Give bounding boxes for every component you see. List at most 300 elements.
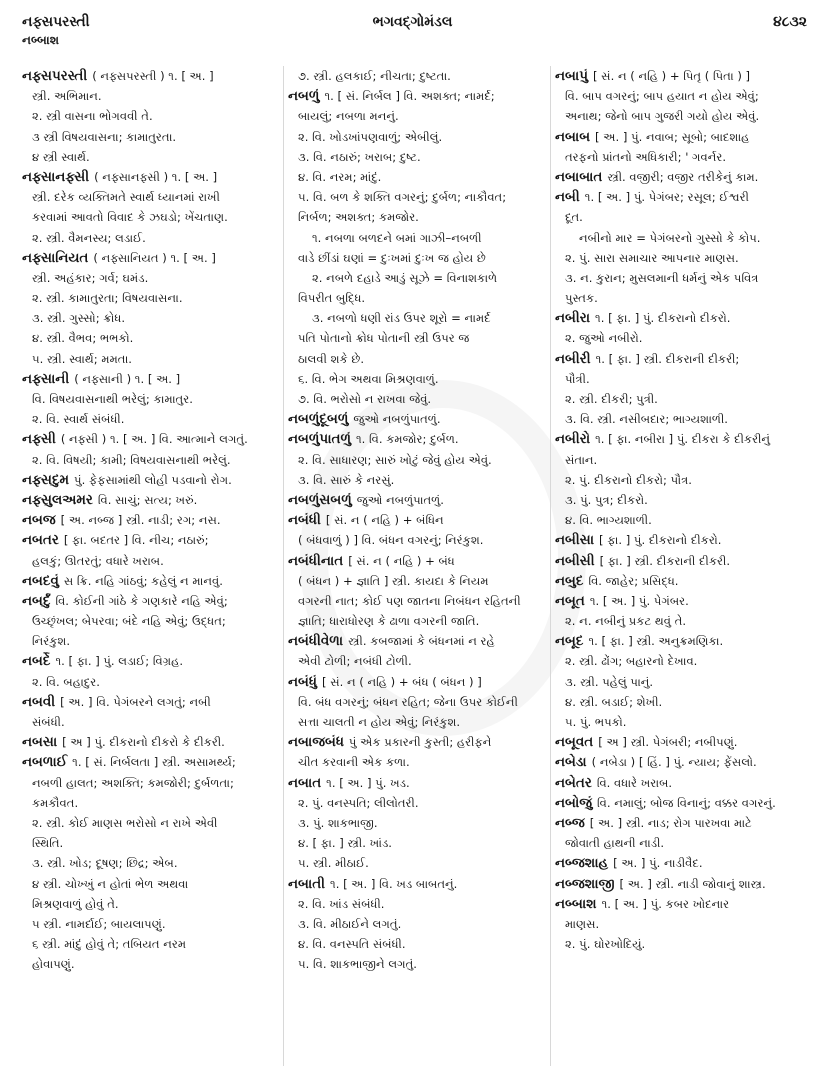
definition-line <box>288 813 550 833</box>
definition-line <box>288 147 550 167</box>
definition-text: ૨. વિ. સ્વાર્થ સંબંધી. <box>32 412 125 427</box>
entry-headline <box>288 551 550 571</box>
definition-text: [ ફા. ] પું. દીકરાનો દીકરો. <box>599 533 722 548</box>
definition-text: વિ. બંધ વગરનું; બંધન રહિત; જેના ઉપર કોઈની <box>298 694 518 709</box>
headword: નબાબ <box>555 128 591 145</box>
definition-text: ૧. [ ફા. ] સ્ત્રી. અનુક્રમણિકા. <box>588 634 724 649</box>
definition-line <box>22 127 280 147</box>
definition-line <box>22 894 280 914</box>
headword: નબાબાત <box>555 168 603 185</box>
definition-line <box>288 127 550 147</box>
headword: નબુદ <box>555 572 584 589</box>
entry-headline <box>288 490 550 510</box>
definition-text: વિપરીત બુદ્ધિ. <box>298 291 366 306</box>
entry-headline <box>288 86 550 106</box>
definition-text: [ સં. ન ( નહિ ) + બંધિન <box>325 513 444 528</box>
proverb-line <box>288 268 550 288</box>
entry-headline <box>22 429 280 449</box>
headword: નફ્સપરસ્તી <box>22 68 88 84</box>
definition-line <box>22 874 280 894</box>
headword: નબર્દે <box>22 653 51 670</box>
definition-line <box>288 207 550 227</box>
definition-text: ૫. સ્ત્રી. સ્વાર્થ; મમતા. <box>32 351 132 366</box>
dictionary-column-1 <box>22 66 280 974</box>
headword: નબદવું <box>22 572 59 589</box>
definition-text: વિ. નમાલું; બોજ વિનાનું; વક્કર વગરનું. <box>597 795 776 810</box>
definition-text: તરફનો પ્રાંતનો અધિકારી; ' ગવર્નર. <box>565 149 727 164</box>
definition-text: ૫. વિ. બળ કે શક્તિ વગરનું; દુર્બળ; નાકૌવત; <box>298 190 507 205</box>
headword: નબળુંપાતળું <box>288 431 351 448</box>
definition-text: [ અ ] પું. દીકરાનો દીકરો કે દીકરી. <box>62 735 225 750</box>
definition-text: સ્ત્રી. વજીરી; વજીર તરીકેનું કામ. <box>607 169 759 184</box>
definition-text: [ અ. ] પું. નાડીવૈદ. <box>613 856 703 871</box>
entry-headline <box>555 571 817 591</box>
definition-line <box>288 934 550 954</box>
entry-headline <box>22 510 280 530</box>
headword: નબેડા <box>555 754 587 771</box>
definition-text: ૨. સ્ત્રી. કામાતુરતા; વિષયવાસના. <box>32 291 183 306</box>
headword: નબીસી <box>555 552 595 569</box>
entry-headline <box>555 127 817 147</box>
definition-text: ૨. પું. દીકરાનો દીકરો; પૌત્ર. <box>565 472 692 487</box>
definition-text: વિ. વિષયવાસનાથી ભરેલું; કામાતુર. <box>32 392 193 406</box>
definition-text: ૩. નબળો ધણી રાંડ ઉપર શૂરો = નામર્દ <box>312 311 491 326</box>
definition-text: ૭. વિ. ભરોસો ન રાખવા જેવું. <box>298 392 432 406</box>
definition-text: ૩. વિ. સ્ત્રી. નસીબદાર; ભાગ્યશાળી. <box>565 412 728 427</box>
entry-headline <box>555 894 817 914</box>
definition-line <box>288 894 550 914</box>
definition-text: ૧. [ અ. ] વિ. ખડ બાબતનું. <box>330 876 458 891</box>
headword: નબતર <box>22 532 59 549</box>
guide-word-last: નબ્બાશ <box>22 33 59 47</box>
entry-headline <box>555 429 817 449</box>
definition-text: સ્ત્રી. અહંકાર; ગર્વ; ઘમંડ. <box>32 270 149 285</box>
headword: નબોજું <box>555 794 593 811</box>
definition-line <box>22 207 280 227</box>
definition-line <box>555 692 817 712</box>
definition-text: સંબંધી. <box>32 715 65 729</box>
proverb-line <box>555 228 817 248</box>
entry-headline <box>555 530 817 550</box>
entry-headline <box>288 874 550 894</box>
definition-line <box>288 954 550 974</box>
definition-text: હોવાપણું. <box>32 957 75 972</box>
headword: નબી <box>555 189 580 206</box>
definition-text: સત્તા ચાલતી ન હોય એવું; નિરંકુશ. <box>298 715 461 729</box>
entry-headline <box>555 308 817 328</box>
definition-line <box>555 389 817 409</box>
entry-headline <box>288 672 550 692</box>
definition-text: પું. ફેફસામાંથી લોહી પડવાનો રોગ. <box>74 472 232 487</box>
headword: નબસા <box>22 734 58 751</box>
definition-text: [ અ. ] પું. નવાબ; સૂબો; બાદશાહ <box>595 129 750 144</box>
entry-headline <box>555 66 817 86</box>
definition-text: નિરંકુશ. <box>32 634 71 649</box>
entry-headline <box>288 732 550 752</box>
headword: નબાજબંધ <box>288 734 344 751</box>
headword: નબંધી <box>288 512 321 529</box>
definition-text: ( નફ્સપરસ્તી ) ૧. [ અ. ] <box>92 69 214 83</box>
definition-text: ૪ સ્ત્રી સ્વાર્થ. <box>32 149 90 164</box>
definition-line <box>288 712 550 732</box>
definition-text: વગરની નાત; કોઈ પણ જાતના નિબંધન રહિતની <box>298 593 521 608</box>
entry-headline <box>288 773 550 793</box>
headword: નબળાઈ <box>22 754 68 771</box>
definition-text: વિ. જાહેર; પ્રસિદ્ધ. <box>588 573 679 588</box>
definition-line <box>288 591 550 611</box>
definition-line <box>22 813 280 833</box>
definition-text: ૩. વિ. મીઠાઈને લગતું. <box>298 916 402 931</box>
definition-text: ( બંધન ) + જ્ઞાતિ ] સ્ત્રી. કાયદા કે નિયમ <box>298 573 489 588</box>
definition-text: ૪ સ્ત્રી. ચોખ્ખું ન હોતાં ભેળ અથવા <box>32 876 189 891</box>
definition-text: ૨. સ્ત્રી. દીકરી; પુત્રી. <box>565 392 658 406</box>
definition-line <box>288 450 550 470</box>
definition-line <box>22 349 280 369</box>
definition-line <box>288 853 550 873</box>
definition-text: સ્ત્રી. અભિમાન. <box>32 89 102 104</box>
definition-text: જોવાતી હાથની નાડી. <box>565 836 665 851</box>
definition-line <box>555 268 817 288</box>
definition-text: ૨. ન. નબીનું પ્રકટ થવું તે. <box>565 614 687 629</box>
headword: નબૂદ <box>555 633 584 650</box>
headword: નબ્બાશ <box>555 895 597 912</box>
definition-line <box>288 66 550 86</box>
definition-text: ૩ સ્ત્રી વિષયવાસના; કામાતુરતા. <box>32 129 177 144</box>
definition-line <box>22 773 280 793</box>
definition-text: પતિ પોતાનો ક્રોધ પોતાની સ્ત્રી ઉપર જ <box>298 331 470 346</box>
definition-text: ( નફ્સી ) ૧. [ અ. ] વિ. આત્માને લગતું. <box>60 432 248 447</box>
definition-text: ૩. સ્ત્રી. પહેલું પાનું. <box>565 674 654 689</box>
headword: નબંધીનાત <box>288 552 344 569</box>
definition-line <box>555 207 817 227</box>
definition-text: પું એક પ્રકારની કુસ્તી; હરીફને <box>348 735 492 750</box>
definition-line <box>288 187 550 207</box>
definition-line <box>288 369 550 389</box>
definition-text: [ અ. ] સ્ત્રી. નાડી જોવાનું શાસ્ત્ર. <box>619 876 766 891</box>
definition-text: હલકું; ઊતરતું; વધારે ખરાબ. <box>32 553 164 568</box>
definition-line <box>22 551 280 571</box>
definition-text: ( નબેડા ) [ હિં. ] પું. ન્યાય; ફેંસલો. <box>591 755 757 770</box>
definition-line <box>288 651 550 671</box>
definition-line <box>555 672 817 692</box>
headword: નબળું <box>288 88 320 105</box>
definition-text: ૩. પું. પુત્ર; દીકરો. <box>565 492 648 507</box>
definition-line <box>288 571 550 591</box>
definition-text: [ અ. નબ્જ ] સ્ત્રી. નાડી; રગ; નસ. <box>60 513 221 528</box>
definition-line <box>555 712 817 732</box>
definition-text: ૨. વિ. બહાદુર. <box>32 674 100 689</box>
definition-text: ૨. પું. ઘોરખોદિયું. <box>565 937 646 952</box>
definition-line <box>555 248 817 268</box>
definition-text: સ્ત્રી. દરેક વ્યક્તિમતે સ્વાર્થ ધ્યાનમાં રાખી <box>32 190 220 205</box>
definition-line <box>288 833 550 853</box>
definition-text: પૌત્રી. <box>565 371 590 386</box>
definition-line <box>22 389 280 409</box>
definition-line <box>288 530 550 550</box>
definition-text: ( બંધવાળું ) ] વિ. બંધન વગરનું; નિરંકુશ. <box>298 533 484 548</box>
definition-line <box>22 793 280 813</box>
entry-headline <box>555 349 817 369</box>
definition-text: ૨. વિ. વિષયી; કામી; વિષયવાસનાથી ભરેલું. <box>32 452 231 467</box>
definition-text: વિ. વધારે ખરાબ. <box>596 775 673 790</box>
dictionary-column-2 <box>288 66 550 974</box>
definition-line <box>288 389 550 409</box>
definition-text: વિ. બાપ વગરનું; બાપ હયાત ન હોય એવું; <box>565 89 759 104</box>
headword: નબીરી <box>555 350 591 367</box>
definition-text: કરવામાં આવતો વિવાદ કે ઝઘડો; ખેંચતાણ. <box>32 210 228 225</box>
definition-text: ૬. વિ. ભેગ અથવા મિશ્રણવાળું. <box>298 371 439 386</box>
definition-line <box>555 147 817 167</box>
definition-line <box>22 712 280 732</box>
definition-line <box>555 328 817 348</box>
definition-line <box>22 409 280 429</box>
definition-text: ( નફ્સાનિયત ) ૧. [ અ. ] <box>93 250 216 265</box>
definition-text: સ્થિતિ. <box>32 836 64 851</box>
headword: નબજ <box>22 512 56 529</box>
definition-line <box>555 369 817 389</box>
definition-text: ૧. [ અ. ] પું. કબર ખોદનાર <box>601 896 730 911</box>
headword: નફ્સાની <box>22 370 70 387</box>
entry-headline <box>22 752 280 772</box>
definition-line <box>22 450 280 470</box>
definition-text: ૨. સ્ત્રી. ઢોંગ; બહારનો દેખાવ. <box>565 654 698 669</box>
definition-text: ૧. [ અ. ] પું. પેગંબર; રસૂલ; ઈશ્વરી <box>584 190 749 205</box>
definition-line <box>22 106 280 126</box>
definition-line <box>288 914 550 934</box>
definition-text: ૧. [ ફા. ] સ્ત્રી. દીકરાની દીકરી; <box>595 351 740 366</box>
definition-line <box>288 470 550 490</box>
definition-line <box>22 308 280 328</box>
definition-text: ૪. વિ. વનસ્પતિ સંબંધી. <box>298 937 406 952</box>
entry-headline <box>22 530 280 550</box>
definition-text: એવી ટોળી; નબંધી ટોળી. <box>298 654 412 669</box>
definition-line <box>555 450 817 470</box>
proverb-line <box>288 308 550 328</box>
definition-text: ૧. નબળા બળદને બમાં ગાઝી–નબળી <box>312 230 482 245</box>
definition-text: સંતાન. <box>565 452 598 467</box>
definition-text: પુસ્તક. <box>565 291 598 306</box>
entry-headline <box>22 651 280 671</box>
definition-text: નબળી હાલત; અશક્તિ; કમજોરી; દુર્બળતા; <box>32 775 234 790</box>
definition-text: ૬ સ્ત્રી. માંદું હોવું તે; તબિયત નરમ <box>32 937 187 952</box>
definition-line <box>22 954 280 974</box>
headword: નબીરા <box>555 310 591 327</box>
definition-text: કમકૌવત. <box>32 795 79 810</box>
column-divider <box>550 66 551 1066</box>
headword: નફ્સાનફ્સી <box>22 168 90 185</box>
headword: નબીસા <box>555 532 595 549</box>
headword: નબ્જ <box>555 814 585 831</box>
definition-text: [ સં. ન ( નહિ ) + પિતૃ ( પિતા ) ] <box>592 69 751 83</box>
definition-line <box>22 934 280 954</box>
definition-line <box>22 833 280 853</box>
definition-text: [ ફા. બદતર ] વિ. નીચ; નઠારું; <box>63 533 209 548</box>
definition-line <box>288 248 550 268</box>
entry-headline <box>22 571 280 591</box>
entry-headline <box>22 167 280 187</box>
definition-text: ઠાલવી શકે છે. <box>298 351 365 366</box>
definition-line <box>555 106 817 126</box>
definition-line <box>22 611 280 631</box>
definition-text: ૧. વિ. કમજોર; દુર્બળ. <box>355 432 459 447</box>
definition-text: સ્ત્રી. કબજામાં કે બંધનમાં ન રહે <box>348 634 495 649</box>
definition-line <box>288 692 550 712</box>
entry-headline <box>22 591 280 611</box>
definition-text: વિ. કોઈની ગાંઠે કે ગણકારે નહિ એવું; <box>55 593 228 608</box>
entry-headline <box>288 429 550 449</box>
entry-headline <box>555 773 817 793</box>
headword: નબીરો <box>555 431 591 448</box>
definition-text: અનાથ; જેનો બાપ ગુજરી ગયો હોય એવું. <box>565 109 760 124</box>
definition-line <box>22 288 280 308</box>
definition-line <box>288 752 550 772</box>
entry-headline <box>555 732 817 752</box>
definition-line <box>555 470 817 490</box>
definition-line <box>22 228 280 248</box>
definition-line <box>22 853 280 873</box>
definition-line <box>22 147 280 167</box>
headword: નફ્સાનિયત <box>22 249 89 266</box>
definition-text: ૨. સ્ત્રી. વૈમનસ્ય; લડાઈ. <box>32 230 146 245</box>
definition-line <box>288 611 550 631</box>
entry-headline <box>22 470 280 490</box>
definition-line <box>22 914 280 934</box>
headword: નફ્સદુમ <box>22 471 70 488</box>
definition-text: જુઓ નબળુંપાતળું. <box>353 412 441 427</box>
guide-word-first: નફ્સપરસ્તી <box>22 14 90 30</box>
entry-headline <box>22 369 280 389</box>
entry-headline <box>555 187 817 207</box>
definition-text: ( નફ્સાનફ્સી ) ૧. [ અ. ] <box>94 169 218 184</box>
definition-text: ૫. સ્ત્રી. મીઠાઈ. <box>298 856 369 871</box>
entry-headline <box>288 631 550 651</box>
entry-headline <box>555 874 817 894</box>
definition-text: ૨. જુઓ નબીરો. <box>565 331 643 346</box>
definition-text: ૧. [ અ. ] પું. ખડ. <box>326 775 410 790</box>
definition-line <box>555 611 817 631</box>
definition-line <box>22 631 280 651</box>
entry-headline <box>555 551 817 571</box>
page-number: ૪૮૩૨ <box>773 14 807 30</box>
definition-text: ૪. [ ફા. ] સ્ત્રી. ખાંડ. <box>298 836 392 851</box>
definition-text: [ સં. ન ( નહિ ) + બંધ ( બંધન ) ] <box>322 674 482 689</box>
headword: નબંધું <box>288 673 317 690</box>
definition-text: ૪. વિ. નરમ; માંદું. <box>298 169 382 184</box>
definition-line <box>22 187 280 207</box>
definition-text: જ્ઞાતિ; ધારાધોરણ કે ઢાળા વગરની જાતિ. <box>298 614 480 629</box>
entry-headline <box>555 591 817 611</box>
definition-text: ૨. વિ. સાધારણ; સારું ખોટું જેવું હોય એવું. <box>298 452 492 467</box>
definition-text: સ ક્રિ. નહિ ગાંઠવું; કહેલું ન માનવું. <box>63 573 223 588</box>
entry-headline <box>555 793 817 813</box>
definition-text: ૨. વિ. ખોડખાંપણવાળું; એબીલું. <box>298 129 443 144</box>
definition-text: [ અ. ] વિ. પેગંબરને લગતું; નબી <box>60 694 211 709</box>
definition-text: ૨. પું. સારા સમાચાર આપનાર માણસ. <box>565 250 739 265</box>
definition-text: માણસ. <box>565 916 600 931</box>
dictionary-column-3 <box>555 66 817 954</box>
definition-text: ૧. [ ફા. ] પું. લડાઈ; વિગ્રહ. <box>55 654 184 669</box>
definition-line <box>288 328 550 348</box>
definition-line <box>555 86 817 106</box>
headword: નબંધીવેળા <box>288 633 344 650</box>
definition-line <box>555 651 817 671</box>
definition-text: ૩. પું. શાકભાજી. <box>298 815 378 830</box>
headword: નબાપું <box>555 68 588 84</box>
definition-text: જુઓ નબળુંપાતળું. <box>356 492 444 507</box>
definition-line <box>555 934 817 954</box>
headword: નબવી <box>22 693 56 710</box>
definition-text: ૫. પું. ભપકો. <box>565 715 627 729</box>
definition-text: ( નફ્સાની ) ૧. [ અ. ] <box>74 371 181 386</box>
entry-headline <box>22 66 280 86</box>
entry-headline <box>555 813 817 833</box>
entry-headline <box>555 167 817 187</box>
definition-text: ૩. વિ. સારું કે નરસું. <box>298 472 395 487</box>
definition-line <box>555 914 817 934</box>
definition-text: ૩. ન. કુરાન; મુસલમાની ધર્મનું એક પવિત્ર <box>565 270 759 285</box>
headword: નફ્સુલઅમર <box>22 491 93 508</box>
definition-text: મિશ્રણવાળું હોવું તે. <box>32 896 119 911</box>
definition-text: ૪. સ્ત્રી. બડાઈ; શેખી. <box>565 694 663 709</box>
headword: નબર્દું <box>22 592 51 609</box>
definition-line <box>555 490 817 510</box>
entry-headline <box>555 752 817 772</box>
definition-line <box>288 349 550 369</box>
headword: નબેતર <box>555 774 592 791</box>
definition-text: ૩. સ્ત્રી. ખોડ; દૂષણ; છિદ્ર; એબ. <box>32 856 178 871</box>
column-divider <box>283 66 284 1066</box>
definition-text: ૫. વિ. શાકભાજીને લગતું. <box>298 957 417 972</box>
headword: નબળુંસબળું <box>288 491 352 508</box>
definition-text: દૂત. <box>565 210 583 225</box>
definition-text: [ અ ] સ્ત્રી. પેગંબરી; નબીપણું. <box>598 735 738 750</box>
entry-headline <box>555 631 817 651</box>
definition-line <box>555 409 817 429</box>
headword: નબ્જશાહ <box>555 855 609 872</box>
definition-line <box>555 833 817 853</box>
entry-headline <box>22 692 280 712</box>
definition-text: ૨. વિ. ખાંડ સંબંધી. <box>298 896 385 911</box>
entry-headline <box>22 248 280 268</box>
entry-headline <box>22 732 280 752</box>
definition-text: ૩. વિ. નઠારું; ખરાબ; દુષ્ટ. <box>298 149 421 164</box>
definition-line <box>288 793 550 813</box>
definition-text: ૧. [ અ. ] પું. પેગંબર. <box>589 593 689 608</box>
headword: નબાતી <box>288 875 326 892</box>
headword: નબાત <box>288 774 322 791</box>
definition-text: ૭. સ્ત્રી. હલકાઈ; નીચતા; દુષ્ટતા. <box>298 69 451 83</box>
definition-line <box>288 167 550 187</box>
headword: નબૂવત <box>555 734 594 751</box>
definition-text: નબીનો માર = પેગંબરનો ગુસ્સો કે કોપ. <box>579 230 761 245</box>
definition-text: ૫ સ્ત્રી. નામર્દાઈ; બાયલાપણું. <box>32 916 166 931</box>
definition-text: ૪. સ્ત્રી. વૈભવ; ભભકો. <box>32 331 134 346</box>
entry-headline <box>22 490 280 510</box>
definition-text: વિ. સાચું; સત્ય; ખરું. <box>97 492 198 507</box>
definition-text: [ ફા. ] સ્ત્રી. દીકરાની દીકરી. <box>599 553 731 568</box>
entry-headline <box>288 510 550 530</box>
definition-text: બાયલું; નબળા મનનું. <box>298 109 399 124</box>
definition-text: ૧. [ સં. નિર્બલ ] વિ. અશક્ત; નામર્દ; <box>324 89 495 104</box>
definition-text: ૩. સ્ત્રી. ગુસ્સો; ક્રોધ. <box>32 311 126 326</box>
definition-text: ઉચ્છૃંખલ; બેપરવા; બંદે નહિ એવું; ઉદ્ધત; <box>32 614 226 629</box>
definition-text: ૨. નબળે દહાડે આડું સૂઝે = વિનાશકાળે <box>312 270 498 285</box>
page-title: ભગવદ્ગોમંડલ <box>372 14 453 30</box>
definition-text: ૧. [ સં. નિર્બલતા ] સ્ત્રી. અસામર્થ્ય; <box>72 755 236 770</box>
definition-text: નિર્બળ; અશક્ત; કમજોર. <box>298 210 419 225</box>
definition-text: વાડે છીંડાં ઘણાં = દુઃખમાં દુઃખ જ હોય છે <box>298 250 486 265</box>
definition-text: ૧. [ ફા. ] પું. દીકરાનો દીકરો. <box>595 311 731 326</box>
